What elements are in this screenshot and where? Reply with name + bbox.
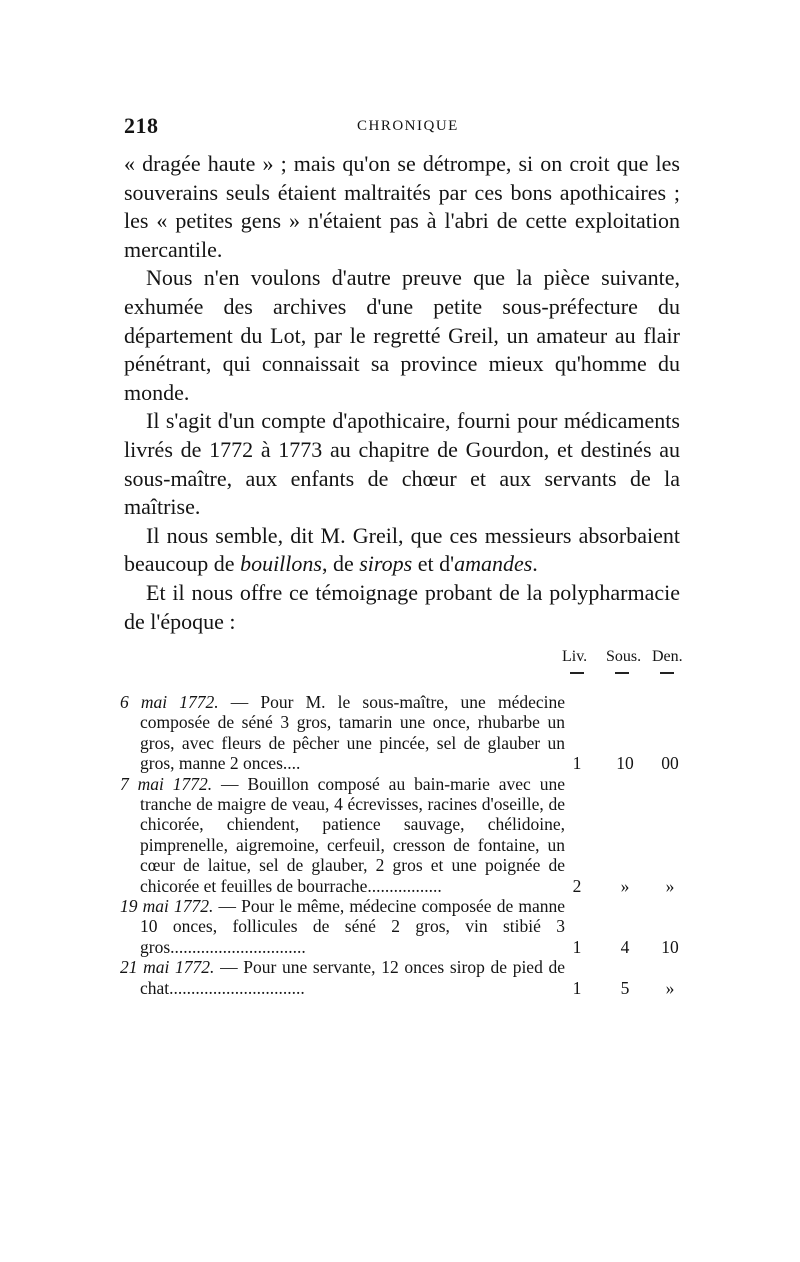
entry-date: 7 mai 1772. xyxy=(120,773,213,794)
amount-deniers: 00 xyxy=(661,753,679,774)
entry-description xyxy=(120,896,565,957)
italic-term-sirops: sirops xyxy=(359,551,413,577)
column-rule xyxy=(570,672,584,674)
paragraph-evidence: Nous n'en voulons d'autre preuve que la pièce suivante, exhumée des archives d'une petite sous-préfecture du département du Lot, par le regretté Greil, un amateur au flair pénétrant, qui connaissait sa province mieux qu'homme du monde. xyxy=(124,265,680,405)
text-run: et d' xyxy=(412,551,455,577)
amount-deniers: 10 xyxy=(661,936,679,957)
column-rule xyxy=(660,672,674,674)
amount-sous: 4 xyxy=(620,936,630,957)
text-run: . xyxy=(532,551,538,577)
amount-deniers: » xyxy=(665,977,675,998)
column-header-deniers: Den. xyxy=(652,648,683,665)
account-entry xyxy=(120,896,685,957)
amount-livres: 1 xyxy=(572,753,582,774)
amount-livres: 1 xyxy=(572,977,582,998)
entry-description xyxy=(120,692,565,774)
column-header-sous: Sous. xyxy=(606,648,642,665)
amount-sous: 5 xyxy=(620,977,630,998)
column-header-livres: Liv. xyxy=(562,648,588,665)
paragraph-continuation: « dragée haute » ; mais qu'on se détrompe, si on croit que les souverains seuls étaient maltraités par ces bons apothicaires ; les « petites gens » n'étaient pas à l'abri de cette exploitation mercantile. xyxy=(124,151,680,262)
account-entry xyxy=(120,774,685,896)
account-entry xyxy=(120,692,685,774)
entry-date: 21 mai 1772. xyxy=(120,957,215,978)
body-text xyxy=(124,150,680,636)
amount-sous: 10 xyxy=(616,753,634,774)
amount-deniers: » xyxy=(665,875,675,896)
amount-livres: 2 xyxy=(572,875,582,896)
amount-livres: 1 xyxy=(572,936,582,957)
entry-description xyxy=(120,774,565,896)
entry-date: 19 mai 1772. xyxy=(120,896,214,917)
entry-text: — Pour le même, médecine composée de manne 10 onces, follicules de séné 2 gros, vin stibié 3 gros............................... xyxy=(140,896,565,957)
entry-text: — Bouillon composé au bain-marie avec une tranche de maigre de veau, 4 écrevisses, racines d'oseille, de chicorée, chiendent, patience sauvage, chélidoine, pimprenelle, aigremoine, cerfeuil, cresson de fontaine, un cœur de laitue, sel de glauber, 2 gros et une poignée de chicorée et feuilles de bourrache................. xyxy=(140,773,565,896)
amount-sous: » xyxy=(620,875,630,896)
paragraph-account-intro: Il s'agit d'un compte d'apothicaire, fourni pour médicaments livrés de 1772 à 1773 au chapitre de Gourdon, et destinés au sous-maître, aux enfants de chœur et aux servants de la maîtrise. xyxy=(124,408,680,520)
entry-date: 6 mai 1772. xyxy=(120,692,219,712)
account-column-headers xyxy=(560,648,685,688)
text-run: Il nous semble, dit M. Greil, que ces messieurs absorbaient beaucoup de xyxy=(124,522,680,577)
entry-text: — Pour une servante, 12 onces sirop de pied de chat............................... xyxy=(140,957,566,998)
page-header xyxy=(124,113,680,141)
text-run: , de xyxy=(321,551,360,577)
page-number: 218 xyxy=(124,113,159,138)
entry-text: — Pour M. le sous-maître, une médecine composée de séné 3 gros, tamarin une once, rhubarbe un gros, avec fleurs de pêcher une pincée, sel de glauber un gros, manne 2 onces.... xyxy=(140,692,565,774)
entry-description xyxy=(120,957,565,998)
paragraph-testimony: Et il nous offre ce témoignage probant de la polypharmacie de l'époque : xyxy=(124,579,680,634)
account-entries xyxy=(120,692,685,998)
paragraph-greil-quote xyxy=(124,522,680,579)
account-entry xyxy=(120,957,685,998)
column-rule xyxy=(615,672,629,674)
running-title: CHRONIQUE xyxy=(357,118,459,134)
italic-term-bouillons: bouillons xyxy=(240,551,322,577)
italic-term-amandes: amandes xyxy=(454,551,533,577)
